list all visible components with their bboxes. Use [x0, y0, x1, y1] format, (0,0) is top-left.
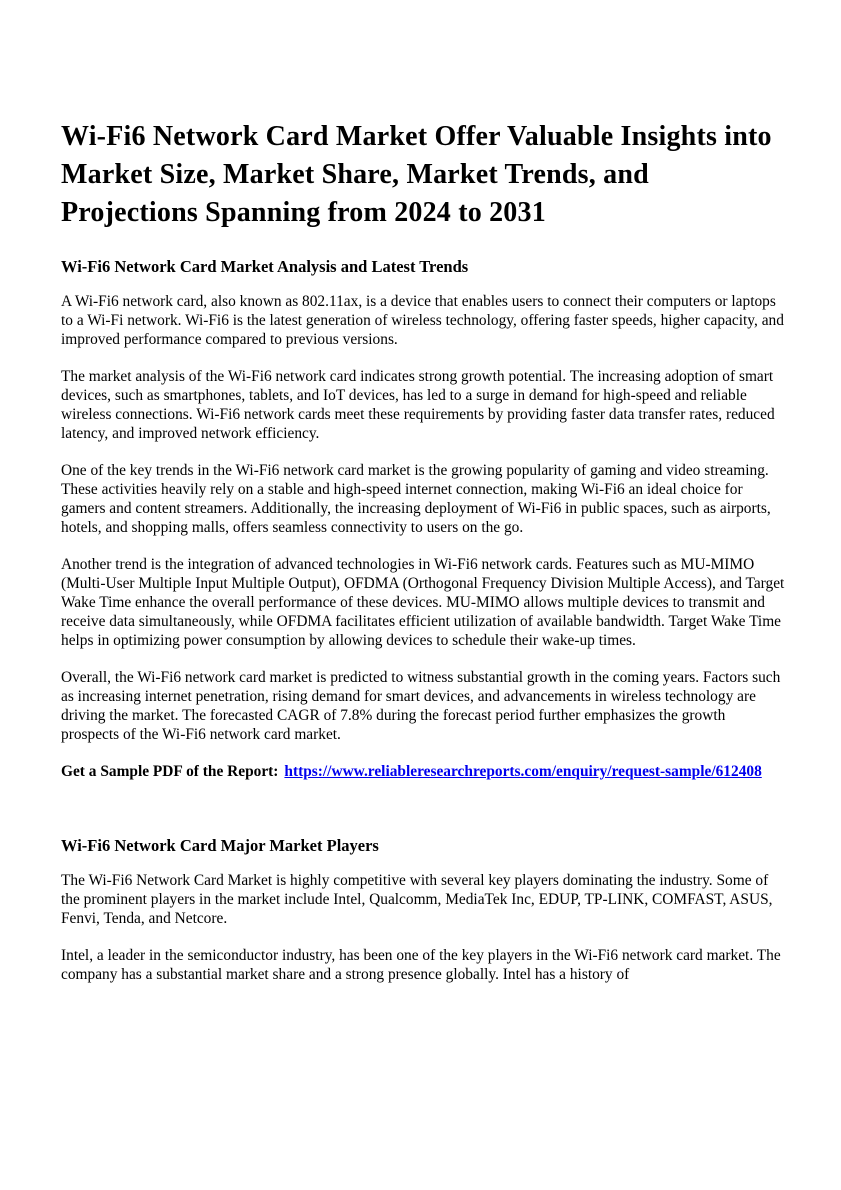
- sample-report-label: Get a Sample PDF of the Report:: [61, 763, 279, 780]
- section-heading-players: Wi-Fi6 Network Card Major Market Players: [61, 836, 379, 855]
- paragraph-analysis-2: The market analysis of the Wi-Fi6 network card indicates strong growth potential. The increasing adoption of smart devices, such as smartphones, tablets, and IoT devices, has led to a surge in demand for high-speed and reliable wireless connections. Wi-Fi6 network cards meet these requirements by providing faster data transfer rates, reduced latency, and improved network efficiency.: [61, 368, 775, 442]
- paragraph-analysis-3: One of the key trends in the Wi-Fi6 network card market is the growing popularity of gaming and video streaming. These activities heavily rely on a stable and high-speed internet connection, making Wi-Fi6 an ideal choice for gamers and content streamers. Additionally, the increasing deployment of Wi-Fi6 in public spaces, such as airports, hotels, and shopping malls, offers seamless connectivity to users on the go.: [61, 462, 771, 536]
- page-title: Wi-Fi6 Network Card Market Offer Valuable Insights into Market Size, Market Share, Market Trends, and Projections Spanning from 2024 to 2031: [61, 121, 772, 228]
- paragraph-players-2: Intel, a leader in the semiconductor industry, has been one of the key players in the Wi-Fi6 network card market. The company has a substantial market share and a strong presence globally. Intel has a history of: [61, 947, 781, 983]
- sample-report-link[interactable]: https://www.reliableresearchreports.com/enquiry/request-sample/612408: [284, 763, 762, 780]
- sample-report-line: [61, 762, 785, 781]
- section-heading-analysis: Wi-Fi6 Network Card Market Analysis and Latest Trends: [61, 257, 469, 276]
- paragraph-players-1: The Wi-Fi6 Network Card Market is highly competitive with several key players dominating the industry. Some of the prominent players in the market include Intel, Qualcomm, MediaTek Inc, EDUP, TP-LINK, COMFAST, ASUS, Fenvi, Tenda, and Netcore.: [61, 872, 773, 927]
- paragraph-analysis-5: Overall, the Wi-Fi6 network card market is predicted to witness substantial growth in the coming years. Factors such as increasing internet penetration, rising demand for smart devices, and advancements in wireless technology are driving the market. The forecasted CAGR of 7.8% during the forecast period further emphasizes the growth prospects of the Wi-Fi6 network card market.: [61, 669, 781, 743]
- article-content: [61, 118, 785, 984]
- paragraph-analysis-1: A Wi-Fi6 network card, also known as 802.11ax, is a device that enables users to connect their computers or laptops to a Wi-Fi network. Wi-Fi6 is the latest generation of wireless technology, offering faster speeds, higher capacity, and improved performance compared to previous versions.: [61, 293, 784, 348]
- paragraph-analysis-4: Another trend is the integration of advanced technologies in Wi-Fi6 network cards. Features such as MU-MIMO (Multi-User Multiple Input Multiple Output), OFDMA (Orthogonal Frequency Division Multiple Access), and Target Wake Time enhance the overall performance of these devices. MU-MIMO allows multiple devices to transmit and receive data simultaneously, while OFDMA facilitates efficient utilization of available bandwidth. Target Wake Time helps in optimizing power consumption by allowing devices to schedule their wake-up times.: [61, 556, 785, 649]
